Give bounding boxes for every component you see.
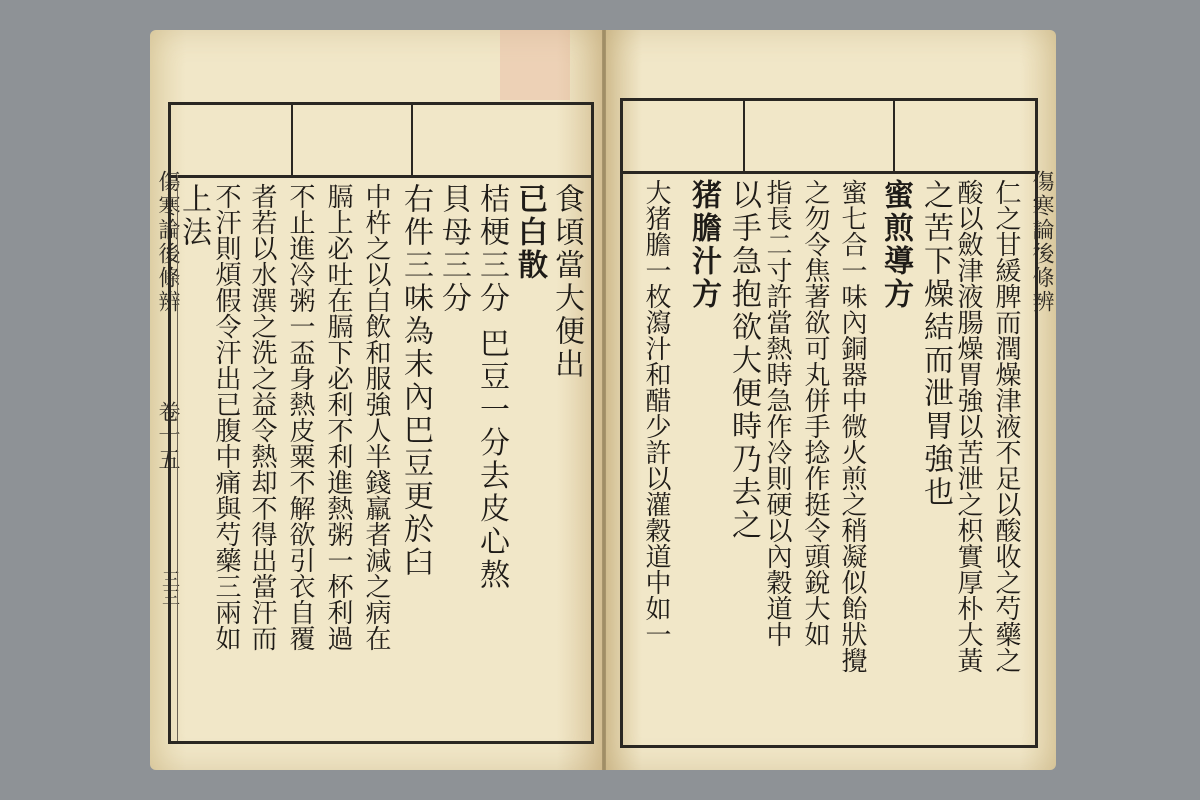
left-col-9: 者若以水潠之洗之益令熱却不得出當汗而 — [247, 183, 277, 651]
right-text-frame — [620, 98, 1038, 748]
left-col-11: 上法 — [176, 183, 211, 249]
right-col-5: 蜜七合一味內銅器中微火煎之稍凝似飴狀攪 — [837, 179, 867, 673]
left-page — [150, 30, 602, 770]
left-col-1: 食頃當大便出 — [549, 183, 584, 381]
left-col-10: 不汗則煩假令汗出已腹中痛與芍藥三兩如 — [211, 183, 241, 651]
left-volume-label: 卷十五 — [155, 400, 180, 472]
right-col-10: 大猪膽一枚瀉汁和醋少許以灌穀道中如一 — [641, 179, 671, 647]
left-margin-title: 傷寒論後條辨 — [155, 170, 180, 314]
left-col-8: 不止進冷粥一盃身熱皮粟不解欲引衣自覆 — [285, 183, 315, 651]
right-margin-title: 傷寒論後條辨 — [1029, 170, 1054, 314]
right-col-7: 指長二寸許當熱時急作冷則硬以內穀道中 — [762, 179, 792, 647]
right-col-6: 之勿令焦著欲可丸併手捻作挺令頭銳大如 — [800, 179, 830, 647]
seal-stamp — [500, 30, 570, 100]
right-col-2: 酸以斂津液腸燥胃強以苦泄之枳實厚朴大黃 — [953, 179, 983, 673]
right-col-9: 猪膽汁方 — [686, 179, 721, 311]
left-folio: 三三 — [159, 570, 180, 606]
left-col-3: 桔梗三分 巴豆一分去皮心熬 — [474, 183, 509, 592]
right-page — [606, 30, 1056, 770]
left-text-frame — [168, 102, 594, 744]
left-header-band — [171, 105, 591, 178]
left-col-7: 膈上必吐在膈下必利不利進熱粥一杯利過 — [323, 183, 353, 651]
right-col-3: 之苦下燥結而泄胃強也 — [918, 179, 953, 509]
left-col-6: 中杵之以白飲和服強人半錢羸者減之病在 — [361, 183, 391, 651]
right-col-4: 蜜煎導方 — [878, 179, 913, 311]
left-col-5: 右件三味為末內巴豆更於臼 — [398, 183, 433, 579]
right-header-band — [623, 101, 1035, 174]
left-col-2: 已白散 — [512, 183, 547, 282]
right-col-1: 仁之甘緩脾而潤燥津液不足以酸收之芍藥之 — [991, 179, 1021, 673]
open-book — [150, 30, 1060, 775]
left-col-4: 貝母三分 — [436, 183, 471, 315]
right-col-8: 以手急抱欲大便時乃去之 — [726, 179, 761, 542]
